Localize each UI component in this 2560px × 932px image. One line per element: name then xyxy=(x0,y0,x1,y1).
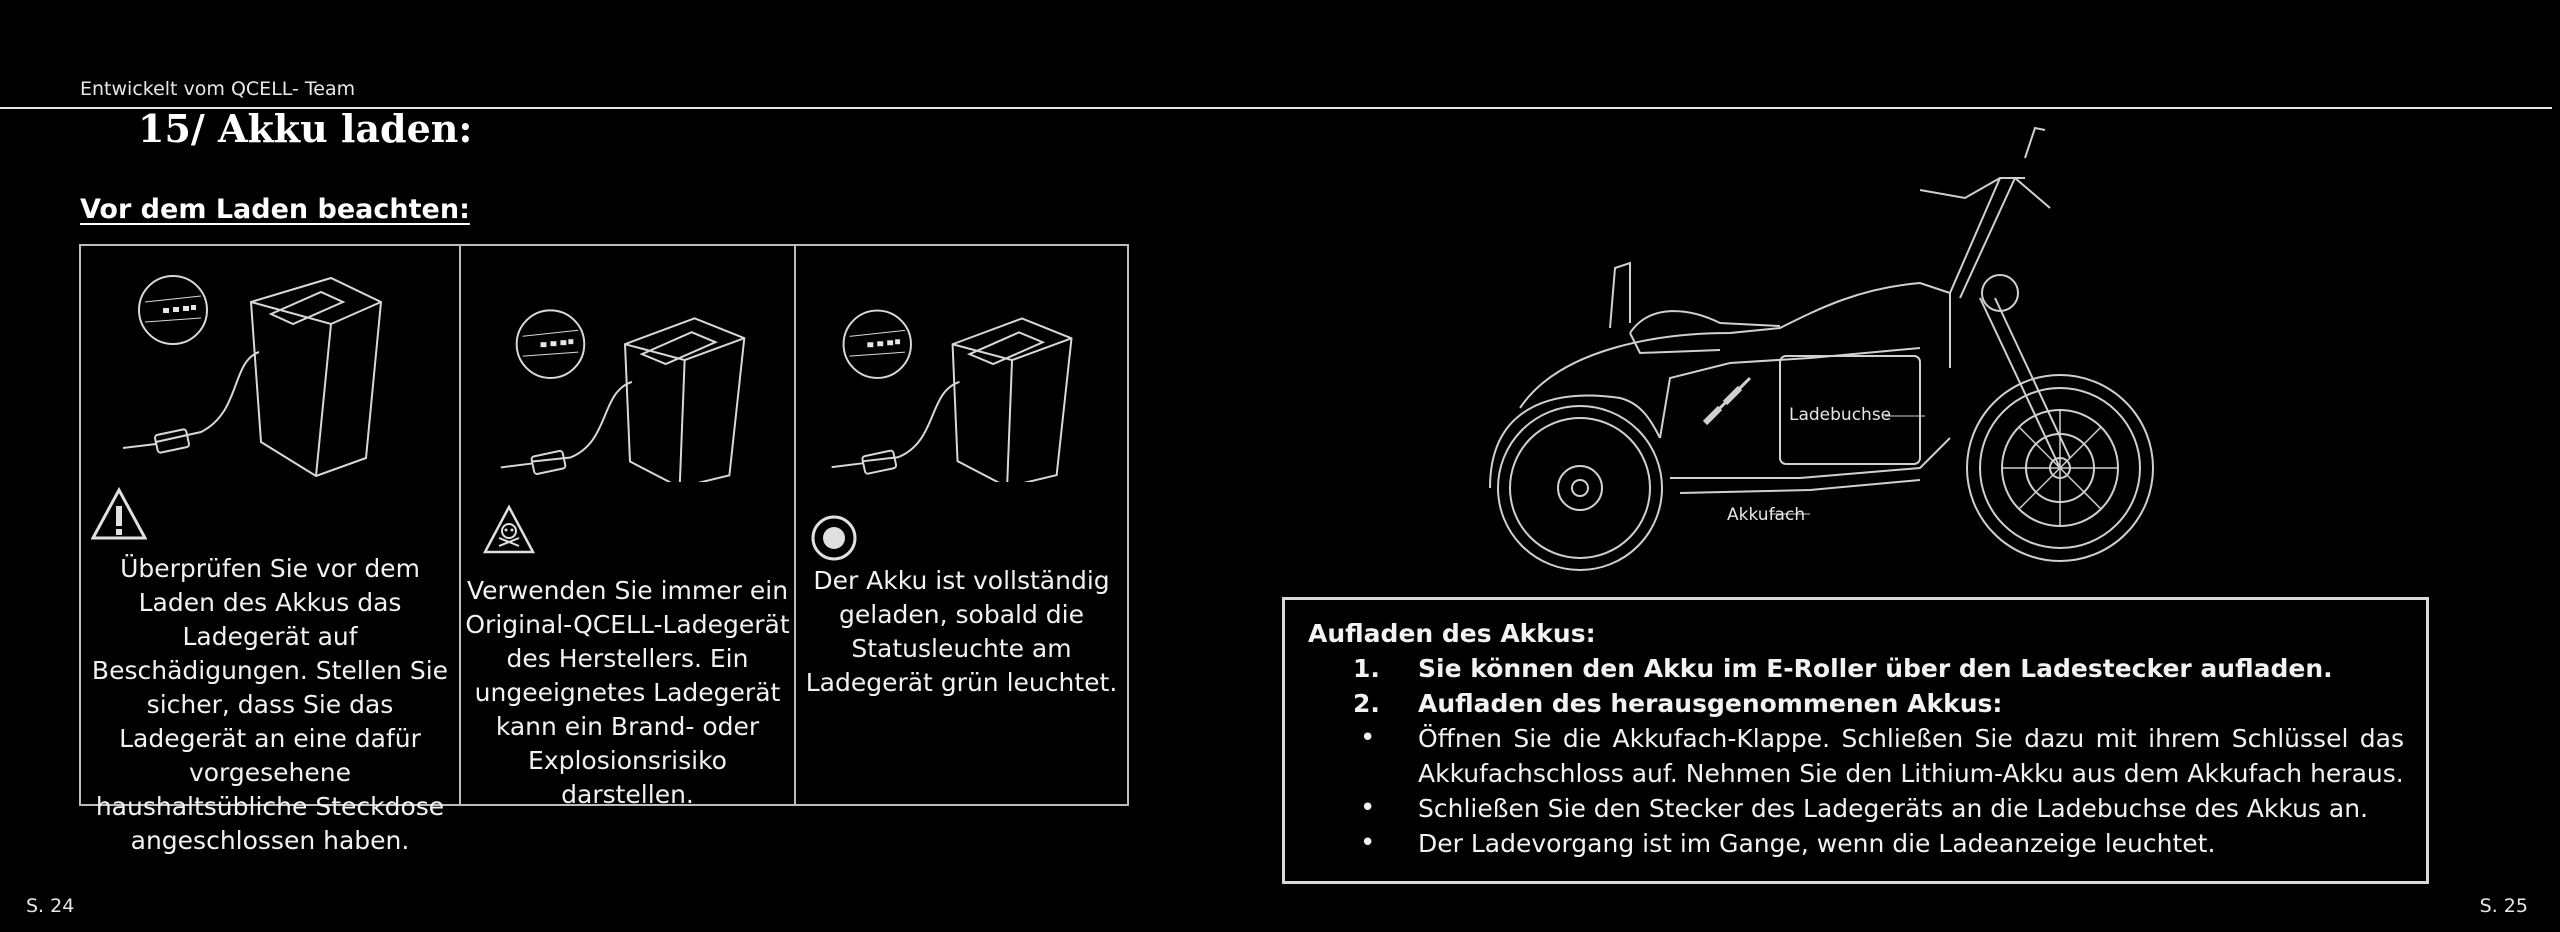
charging-title: Aufladen des Akkus: xyxy=(1308,619,1596,648)
header-text: Entwickelt vom QCELL- Team xyxy=(80,78,356,100)
page-title: 15/ Akku laden: xyxy=(138,106,473,151)
scooter-label-bay: Akkufach xyxy=(1727,505,1806,525)
hazard-skull-icon xyxy=(483,504,535,556)
step-text: Aufladen des herausgenommenen Akkus: xyxy=(1418,689,2003,718)
step-number: 2. xyxy=(1353,689,1380,718)
charging-step-1 xyxy=(1308,651,2404,686)
charger-battery-illustration xyxy=(796,262,1127,482)
step-number: 1. xyxy=(1353,654,1380,683)
e-scooter-illustration xyxy=(1480,118,2160,580)
charger-battery-illustration xyxy=(461,262,794,482)
bullet-text: Öffnen Sie die Akkufach-Klappe. Schließen Sie dazu mit ihrem Schlüssel das Akkufachschloss auf. Nehmen Sie den Lithium-Akku aus dem Akkufach heraus. xyxy=(1418,724,2404,788)
page-number-left: S. 24 xyxy=(26,895,75,917)
tip-cell-3 xyxy=(794,246,1127,804)
warning-icon xyxy=(91,486,147,542)
tip-cell-2 xyxy=(459,246,794,809)
charging-bullet-2 xyxy=(1308,791,2404,826)
tips-table xyxy=(79,244,1129,855)
step-text: Sie können den Akku im E-Roller über den Ladestecker aufladen. xyxy=(1418,654,2333,683)
bullet-icon: • xyxy=(1360,723,1376,753)
charging-bullet-3 xyxy=(1308,826,2404,861)
tip-text-1: Überprüfen Sie vor dem Laden des Akkus das Ladegerät auf Beschädigungen. Stellen Sie sicher, dass Sie das Ladegerät an eine dafür vorgesehene haushaltsübliche Steckdose angeschlossen haben. xyxy=(91,554,449,855)
tip-text-3: Der Akku ist vollständig geladen, sobald die Statusleuchte am Ladegerät grün leuchtet. xyxy=(805,566,1118,697)
charging-step-2 xyxy=(1308,686,2404,721)
charger-battery-illustration xyxy=(81,262,459,482)
bullet-text: Der Ladevorgang ist im Gange, wenn die Ladeanzeige leuchtet. xyxy=(1418,829,2216,858)
page-number-right: S. 25 xyxy=(2479,895,2528,917)
charging-instructions-box xyxy=(1282,597,2429,884)
status-light-icon xyxy=(810,514,858,562)
scooter-label-socket: Ladebuchse xyxy=(1789,405,1892,425)
tip-text-2: Verwenden Sie immer ein Original-QCELL-Ladegerät des Herstellers. Ein ungeeignetes Ladegerät kann ein Brand- oder Explosionsrisiko darstellen. xyxy=(465,576,790,809)
tip-cell-1 xyxy=(81,246,459,855)
bullet-icon: • xyxy=(1360,793,1376,823)
bullet-text: Schließen Sie den Stecker des Ladegeräts an die Ladebuchse des Akkus an. xyxy=(1418,794,2369,823)
charging-bullet-1 xyxy=(1308,721,2404,791)
section-heading: Vor dem Laden beachten: xyxy=(80,194,470,225)
bullet-icon: • xyxy=(1360,828,1376,858)
